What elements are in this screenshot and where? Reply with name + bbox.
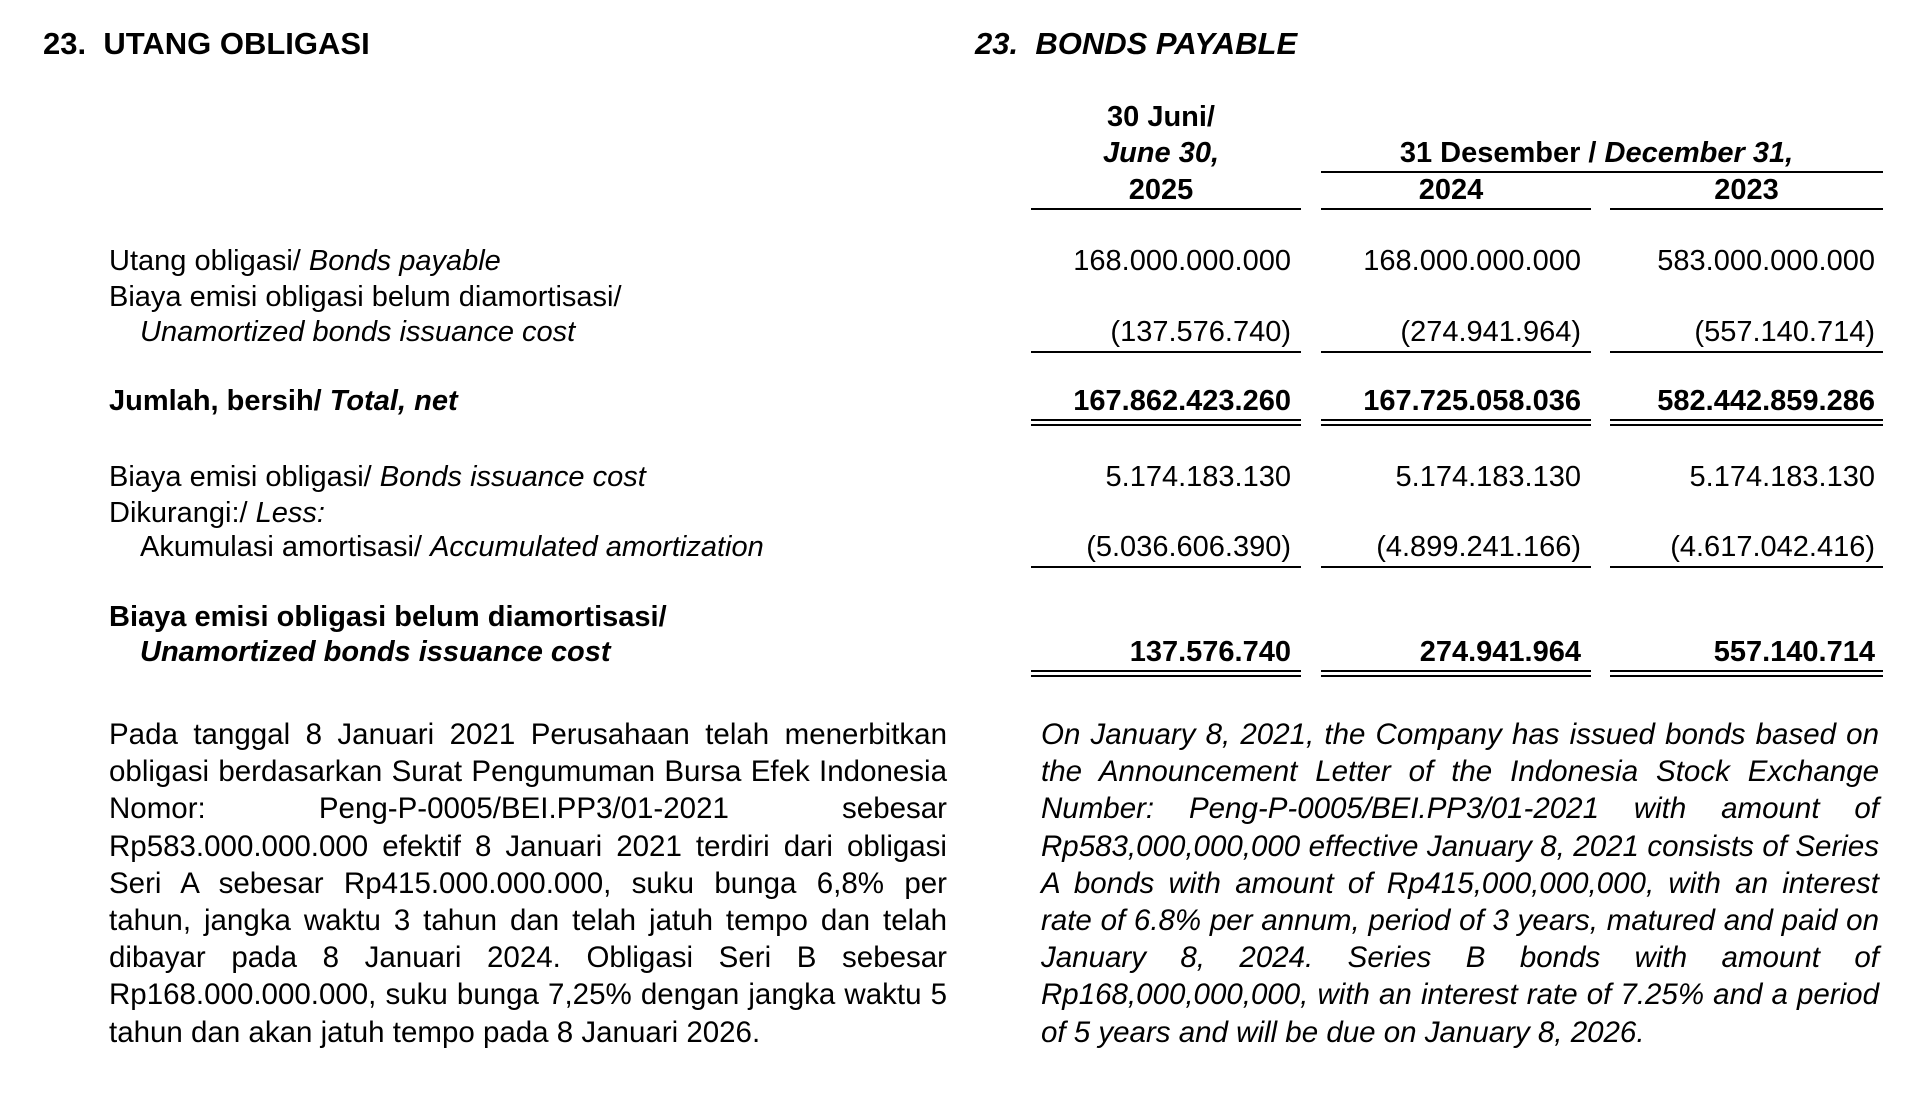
section-number: 23. — [975, 26, 1019, 61]
right-section-heading — [975, 26, 1297, 62]
issuance-cost-2023: 5.174.183.130 — [1689, 461, 1875, 493]
row-label-unamortized-total-id: Biaya emisi obligasi belum diamortisasi/ — [109, 601, 667, 633]
col-2024-year: 2024 — [1418, 174, 1484, 206]
total-double-rule-2023-a — [1610, 419, 1883, 421]
final-double-rule-2025-b — [1031, 675, 1301, 677]
group-underline — [1321, 171, 1883, 173]
total-double-rule-2025-a — [1031, 419, 1301, 421]
total-double-rule-2024-b — [1321, 424, 1591, 426]
accumulated-amortization-2025: (5.036.606.390) — [1086, 531, 1291, 563]
total-net-2023: 582.442.859.286 — [1657, 385, 1875, 417]
row-label-unamortized-id: Biaya emisi obligasi belum diamortisasi/ — [109, 281, 622, 313]
final-double-rule-2023-a — [1610, 670, 1883, 672]
row-label-accumulated-amortization: Akumulasi amortisasi/ Accumulated amortization — [140, 531, 764, 563]
section-title: UTANG OBLIGASI — [103, 26, 370, 61]
col-2025-line2: June 30, — [1102, 137, 1220, 169]
section-number: 23. — [43, 26, 87, 61]
row-label-less: Dikurangi:/ Less: — [109, 497, 325, 529]
row-label-total-net: Jumlah, bersih/ Total, net — [109, 385, 458, 417]
row-label-unamortized-en: Unamortized bonds issuance cost — [140, 316, 576, 348]
unamortized-total-2025: 137.576.740 — [1129, 636, 1291, 668]
accumulated-amortization-2024: (4.899.241.166) — [1376, 531, 1581, 563]
col-2025-line1: 30 Juni/ — [1107, 101, 1215, 133]
issuance-cost-2024: 5.174.183.130 — [1395, 461, 1581, 493]
subtotal-rule-2024 — [1321, 351, 1591, 353]
final-double-rule-2024-b — [1321, 675, 1591, 677]
header-underline-2024 — [1321, 208, 1591, 210]
subtotal-rule-2025 — [1031, 351, 1301, 353]
total-net-2024: 167.725.058.036 — [1363, 385, 1581, 417]
final-double-rule-2023-b — [1610, 675, 1883, 677]
bonds-payable-2024: 168.000.000.000 — [1363, 245, 1581, 277]
col-group-id: 31 Desember / — [1399, 137, 1605, 169]
col-2025-year: 2025 — [1128, 174, 1194, 206]
total-double-rule-2024-a — [1321, 419, 1591, 421]
col-2023-year: 2023 — [1714, 174, 1779, 206]
paragraph-english: On January 8, 2021, the Company has issued bonds based on the Announcement Letter of the Indonesia Stock Exchange Number: Peng-P-0005/BEI.PP3/01-2021 with amount of Rp583,000,000,000 effective January 8, 2021 consists of Series A bonds with amount of Rp415,000,000,000, with an interest rate of 6.8% per annum, period of 3 years, matured and paid on January 8, 2024. Series B bonds with amount of Rp168,000,000,000, with an interest rate of 7.25% and a period of 5 years and will be due on January 8, 2026. — [1041, 718, 1879, 1049]
unamortized-total-2024: 274.941.964 — [1419, 636, 1581, 668]
header-underline-2023 — [1610, 208, 1883, 210]
col-group-en: December 31, — [1604, 137, 1794, 169]
total-net-2025: 167.862.423.260 — [1073, 385, 1291, 417]
amortization-rule-2025 — [1031, 566, 1301, 568]
paragraph-indonesian: Pada tanggal 8 Januari 2021 Perusahaan telah menerbitkan obligasi berdasarkan Surat Pengumuman Bursa Efek Indonesia Nomor: Peng-P-0005/BEI.PP3/01-2021 sebesar Rp583.000.000.000 efektif 8 Januari 2021 terdiri dari obligasi Seri A sebesar Rp415.000.000.000, suku bunga 6,8% per tahun, jangka waktu 3 tahun dan telah jatuh tempo dan telah dibayar pada 8 Januari 2024. Obligasi Seri B sebesar Rp168.000.000.000, suku bunga 7,25% dengan jangka waktu 5 tahun dan akan jatuh tempo pada 8 Januari 2026. — [109, 718, 947, 1049]
total-double-rule-2023-b — [1610, 424, 1883, 426]
row-label-unamortized-total-en: Unamortized bonds issuance cost — [140, 636, 611, 668]
row-label-issuance-cost: Biaya emisi obligasi/ Bonds issuance cost — [109, 461, 646, 493]
section-title: BONDS PAYABLE — [1035, 26, 1298, 61]
bonds-payable-2023: 583.000.000.000 — [1657, 245, 1875, 277]
unamortized-cost-2024: (274.941.964) — [1400, 316, 1581, 348]
unamortized-cost-2025: (137.576.740) — [1110, 316, 1291, 348]
unamortized-cost-2023: (557.140.714) — [1694, 316, 1875, 348]
final-double-rule-2024-a — [1321, 670, 1591, 672]
header-underline-2025 — [1031, 208, 1301, 210]
col-group-header — [1321, 137, 1872, 170]
amortization-rule-2024 — [1321, 566, 1591, 568]
row-label-bonds-payable: Utang obligasi/ Bonds payable — [109, 245, 501, 277]
subtotal-rule-2023 — [1610, 351, 1883, 353]
left-section-heading — [43, 26, 370, 62]
issuance-cost-2025: 5.174.183.130 — [1105, 461, 1291, 493]
total-double-rule-2025-b — [1031, 424, 1301, 426]
final-double-rule-2025-a — [1031, 670, 1301, 672]
amortization-rule-2023 — [1610, 566, 1883, 568]
accumulated-amortization-2023: (4.617.042.416) — [1670, 531, 1875, 563]
unamortized-total-2023: 557.140.714 — [1713, 636, 1875, 668]
bonds-payable-2025: 168.000.000.000 — [1073, 245, 1291, 277]
